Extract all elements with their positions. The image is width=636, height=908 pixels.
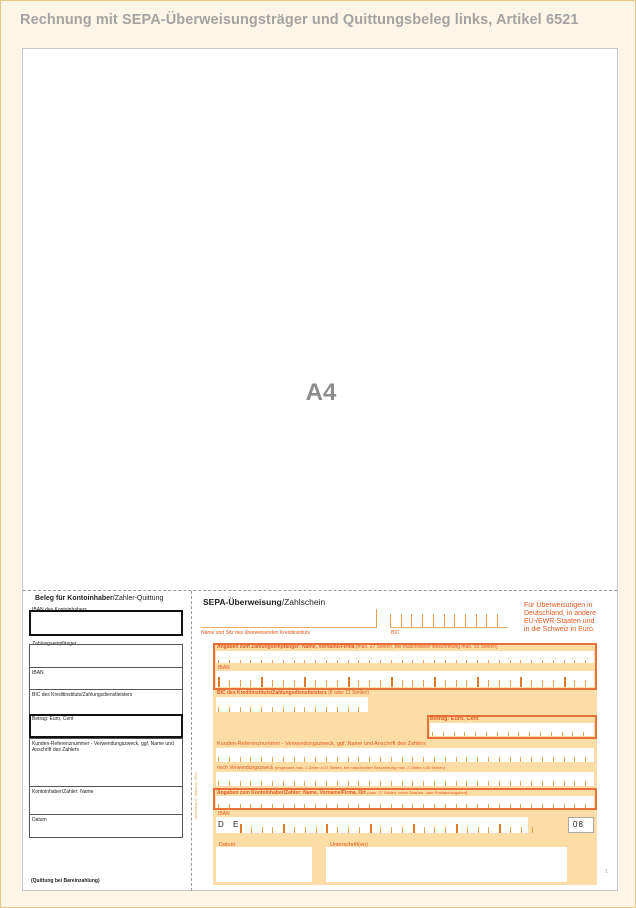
field-tick bbox=[466, 660, 467, 663]
field-tick bbox=[499, 824, 501, 833]
field-tick bbox=[358, 804, 359, 808]
field-tick bbox=[564, 804, 565, 808]
field-tick bbox=[326, 660, 327, 663]
field-tick bbox=[348, 677, 350, 687]
field-tick bbox=[476, 614, 477, 627]
field-tick bbox=[456, 660, 457, 663]
field-tick bbox=[542, 757, 543, 762]
field-tick bbox=[262, 827, 263, 833]
perforation-horizontal bbox=[23, 590, 617, 591]
field-tick bbox=[466, 781, 467, 786]
field-tick bbox=[562, 732, 563, 736]
field-tick bbox=[445, 781, 446, 786]
field-tick bbox=[348, 660, 349, 663]
field-tick bbox=[412, 781, 413, 786]
field-tick bbox=[520, 781, 521, 786]
field-tick bbox=[251, 827, 252, 833]
field-tick bbox=[240, 781, 241, 786]
field-tick bbox=[553, 757, 554, 762]
field-tick bbox=[542, 660, 543, 663]
field-tick bbox=[348, 757, 349, 762]
field-tick bbox=[510, 827, 511, 833]
field-tick bbox=[358, 781, 359, 786]
field-tick bbox=[564, 757, 565, 762]
field-tick bbox=[540, 732, 541, 736]
field-tick bbox=[218, 707, 219, 712]
field-tick bbox=[529, 732, 530, 736]
field-tick bbox=[390, 614, 391, 627]
code-value: 08 bbox=[573, 820, 584, 829]
field-tick bbox=[583, 732, 584, 736]
field-tick bbox=[477, 804, 478, 808]
field-tick bbox=[250, 680, 251, 687]
field-tick bbox=[542, 680, 543, 687]
field-tick bbox=[574, 660, 575, 663]
field-tick bbox=[391, 827, 392, 833]
field-tick bbox=[358, 660, 359, 663]
field-tick bbox=[402, 680, 403, 687]
field-tick bbox=[283, 707, 284, 712]
field-tick bbox=[477, 757, 478, 762]
field-tick bbox=[456, 804, 457, 808]
field-tick bbox=[572, 732, 573, 736]
page-mark: 1 bbox=[605, 869, 608, 875]
field-tick bbox=[348, 707, 349, 712]
field-tick bbox=[520, 757, 521, 762]
field-tick bbox=[240, 680, 241, 687]
field-tick bbox=[380, 781, 381, 786]
field-tick bbox=[497, 614, 498, 627]
field-tick bbox=[240, 660, 241, 663]
field-tick bbox=[218, 804, 219, 808]
field-tick bbox=[369, 781, 370, 786]
date-label: Datum bbox=[219, 842, 236, 848]
field-tick bbox=[412, 660, 413, 663]
receipt-iban-label: IBAN bbox=[32, 670, 44, 676]
field-tick bbox=[434, 677, 436, 687]
field-tick bbox=[412, 804, 413, 808]
vertical-note: Abbildung ist - Artikel Nr. 6521 bbox=[194, 772, 198, 819]
field-tick bbox=[391, 781, 392, 786]
field-tick bbox=[283, 781, 284, 786]
field-tick bbox=[283, 660, 284, 663]
bic-label: BIC bbox=[391, 630, 400, 636]
institute-field-marker bbox=[376, 609, 377, 627]
field-tick bbox=[553, 660, 554, 663]
field-tick bbox=[499, 680, 500, 687]
field-tick bbox=[520, 677, 522, 687]
field-tick bbox=[434, 804, 435, 808]
field-tick bbox=[261, 804, 262, 808]
field-tick bbox=[261, 757, 262, 762]
field-tick bbox=[294, 757, 295, 762]
field-tick bbox=[510, 680, 511, 687]
field-tick bbox=[456, 781, 457, 786]
receipt-title: Beleg für Kontoinhaber/Zahler-Quittung bbox=[35, 595, 164, 602]
field-tick bbox=[337, 707, 338, 712]
field-tick bbox=[240, 804, 241, 808]
field-tick bbox=[380, 827, 381, 833]
field-tick bbox=[240, 824, 242, 833]
institute-label: Name und Sitz des überweisenden Kreditinstituts bbox=[201, 630, 310, 636]
field-tick bbox=[250, 660, 251, 663]
iban-prefix-d: D bbox=[218, 820, 224, 829]
field-tick bbox=[585, 804, 586, 808]
receipt-owner-label: Kontoinhaber/Zahler: Name bbox=[32, 789, 94, 795]
field-tick bbox=[488, 757, 489, 762]
field-tick bbox=[391, 660, 392, 663]
field-tick bbox=[423, 680, 424, 687]
field-tick bbox=[304, 707, 305, 712]
field-tick bbox=[229, 804, 230, 808]
field-tick bbox=[465, 614, 466, 627]
payee-bic-label: BIC des Kreditinstituts/Zahlungsdienstleisters (8 oder 11 Stellen) bbox=[217, 690, 369, 696]
field-tick bbox=[359, 827, 360, 833]
field-tick bbox=[531, 757, 532, 762]
field-tick bbox=[510, 660, 511, 663]
field-tick bbox=[218, 660, 219, 663]
field-tick bbox=[564, 660, 565, 663]
field-tick bbox=[553, 781, 554, 786]
field-tick bbox=[380, 680, 381, 687]
field-tick bbox=[445, 827, 446, 833]
field-tick bbox=[466, 804, 467, 808]
receipt-amount-label: Betrag: Euro, Cent bbox=[32, 716, 74, 722]
field-tick bbox=[424, 827, 425, 833]
amount-label: Betrag: Euro, Cent bbox=[430, 716, 479, 722]
field-tick bbox=[434, 757, 435, 762]
field-tick bbox=[422, 614, 423, 627]
field-tick bbox=[518, 732, 519, 736]
field-tick bbox=[294, 660, 295, 663]
field-tick bbox=[304, 781, 305, 786]
field-tick bbox=[564, 781, 565, 786]
field-tick bbox=[240, 707, 241, 712]
field-tick bbox=[553, 680, 554, 687]
field-tick bbox=[520, 804, 521, 808]
field-tick bbox=[358, 757, 359, 762]
field-tick bbox=[433, 614, 434, 627]
payee-iban-label: IBAN bbox=[218, 665, 230, 671]
field-tick bbox=[304, 804, 305, 808]
field-tick bbox=[401, 614, 402, 627]
field-tick bbox=[294, 680, 295, 687]
field-tick bbox=[369, 804, 370, 808]
field-tick bbox=[402, 804, 403, 808]
field-tick bbox=[456, 824, 458, 833]
field-tick bbox=[348, 827, 349, 833]
sepa-title: SEPA-Überweisung/Zahlschein bbox=[203, 597, 326, 607]
field-tick bbox=[488, 804, 489, 808]
field-tick bbox=[272, 757, 273, 762]
sepa-notice: Für Überweisungen in Deutschland, in andere EU-/EWR-Staaten und in die Schweiz in Euro. bbox=[524, 602, 596, 633]
field-tick bbox=[229, 707, 230, 712]
field-tick bbox=[445, 660, 446, 663]
page-heading: Rechnung mit SEPA-Überweisungsträger und Quittungsbeleg links, Artikel 6521 bbox=[20, 12, 579, 28]
field-tick bbox=[521, 827, 522, 833]
field-tick bbox=[261, 660, 262, 663]
field-tick bbox=[499, 781, 500, 786]
field-tick bbox=[316, 827, 317, 833]
receipt-payee-label: Zahlungsempfänger bbox=[32, 641, 77, 647]
field-tick bbox=[445, 757, 446, 762]
signature-field[interactable] bbox=[326, 847, 567, 882]
field-tick bbox=[326, 824, 328, 833]
amount-field[interactable] bbox=[430, 723, 594, 736]
field-tick bbox=[369, 680, 370, 687]
field-tick bbox=[261, 707, 262, 712]
field-tick bbox=[369, 660, 370, 663]
field-tick bbox=[250, 804, 251, 808]
field-tick bbox=[369, 757, 370, 762]
field-tick bbox=[326, 757, 327, 762]
field-tick bbox=[380, 757, 381, 762]
receipt-divider bbox=[29, 689, 183, 690]
field-tick bbox=[218, 781, 219, 786]
field-tick bbox=[585, 680, 586, 687]
field-tick bbox=[337, 827, 338, 833]
field-tick bbox=[283, 804, 284, 808]
field-tick bbox=[434, 660, 435, 663]
receipt-divider bbox=[29, 667, 183, 668]
field-tick bbox=[510, 781, 511, 786]
field-tick bbox=[464, 732, 465, 736]
field-tick bbox=[315, 804, 316, 808]
a4-placeholder: A4 bbox=[305, 379, 337, 406]
field-tick bbox=[358, 680, 359, 687]
field-tick bbox=[294, 707, 295, 712]
field-tick bbox=[326, 680, 327, 687]
field-tick bbox=[499, 757, 500, 762]
field-tick bbox=[466, 757, 467, 762]
field-tick bbox=[411, 614, 412, 627]
field-tick bbox=[315, 660, 316, 663]
field-tick bbox=[358, 707, 359, 712]
payee-label: Angaben zum Zahlungsempfänger: Name, Vorname/Firma (max. 27 Stellen, bei maschineller Beschriftung max. 35 Stellen) bbox=[217, 644, 498, 650]
field-tick bbox=[413, 824, 415, 833]
field-tick bbox=[585, 757, 586, 762]
field-tick bbox=[574, 680, 575, 687]
field-tick bbox=[261, 677, 263, 687]
field-tick bbox=[466, 680, 467, 687]
iban-prefix-e: E bbox=[233, 820, 239, 829]
field-tick bbox=[531, 680, 532, 687]
field-tick bbox=[218, 677, 220, 687]
field-tick bbox=[434, 827, 435, 833]
field-tick bbox=[315, 757, 316, 762]
a4-paper-preview bbox=[22, 48, 618, 891]
field-tick bbox=[380, 804, 381, 808]
receipt-bic-label: BIC des Kreditinstituts/Zahlungsdienstleisters bbox=[32, 692, 133, 698]
field-tick bbox=[456, 757, 457, 762]
field-tick bbox=[551, 732, 552, 736]
field-tick bbox=[497, 732, 498, 736]
field-tick bbox=[315, 680, 316, 687]
field-tick bbox=[456, 680, 457, 687]
receipt-divider bbox=[29, 786, 183, 787]
field-tick bbox=[532, 827, 533, 833]
field-tick bbox=[250, 781, 251, 786]
receipt-reference-label: Kunden-Referenznummer - Verwendungszweck, ggf. Name und Anschrift des Zahlers bbox=[32, 741, 174, 753]
field-tick bbox=[531, 781, 532, 786]
field-tick bbox=[542, 781, 543, 786]
field-tick bbox=[477, 677, 479, 687]
field-tick bbox=[294, 804, 295, 808]
field-tick bbox=[585, 660, 586, 663]
field-tick bbox=[348, 804, 349, 808]
field-tick bbox=[488, 827, 489, 833]
field-tick bbox=[337, 781, 338, 786]
owner-iban-field[interactable] bbox=[216, 817, 528, 833]
purpose-label: noch Verwendungszweck (insgesamt max. 2 Zeilen à 27 Stellen, bei maschineller Beschriftung max. 2 Zeilen à 35 Stellen) bbox=[217, 765, 445, 771]
field-tick bbox=[531, 660, 532, 663]
receipt-iban-owner-field[interactable] bbox=[29, 610, 183, 636]
field-tick bbox=[283, 824, 285, 833]
field-tick bbox=[326, 804, 327, 808]
owner-iban-label: IBAN bbox=[218, 811, 230, 817]
field-tick bbox=[272, 781, 273, 786]
field-tick bbox=[488, 781, 489, 786]
field-tick bbox=[574, 804, 575, 808]
field-tick bbox=[272, 660, 273, 663]
field-tick bbox=[337, 680, 338, 687]
field-tick bbox=[272, 827, 273, 833]
field-tick bbox=[445, 680, 446, 687]
receipt-reference-box bbox=[29, 738, 183, 838]
field-tick bbox=[434, 781, 435, 786]
field-tick bbox=[488, 680, 489, 687]
field-tick bbox=[510, 804, 511, 808]
field-tick bbox=[499, 660, 500, 663]
field-tick bbox=[423, 660, 424, 663]
field-tick bbox=[402, 827, 403, 833]
field-tick bbox=[240, 757, 241, 762]
field-tick bbox=[272, 707, 273, 712]
field-tick bbox=[520, 660, 521, 663]
field-tick bbox=[477, 781, 478, 786]
field-tick bbox=[499, 804, 500, 808]
field-tick bbox=[380, 660, 381, 663]
field-tick bbox=[444, 614, 445, 627]
bic-field[interactable] bbox=[390, 612, 508, 628]
field-tick bbox=[478, 827, 479, 833]
field-tick bbox=[402, 757, 403, 762]
field-tick bbox=[412, 680, 413, 687]
field-tick bbox=[402, 781, 403, 786]
field-tick bbox=[370, 824, 372, 833]
field-tick bbox=[486, 732, 487, 736]
field-tick bbox=[250, 707, 251, 712]
field-tick bbox=[531, 804, 532, 808]
receipt-date-label: Datum bbox=[32, 817, 47, 823]
field-tick bbox=[475, 732, 476, 736]
owner-label: Angaben zum Kontoinhaber/Zahler: Name, Vorname/Firma, Ort (max. 27 Stellen, keine Straßen- oder Postfachangaben) bbox=[217, 790, 468, 796]
field-tick bbox=[229, 680, 230, 687]
field-tick bbox=[443, 732, 444, 736]
field-tick bbox=[542, 804, 543, 808]
field-tick bbox=[423, 757, 424, 762]
field-tick bbox=[326, 707, 327, 712]
receipt-divider bbox=[29, 814, 183, 815]
field-tick bbox=[391, 677, 393, 687]
field-tick bbox=[326, 781, 327, 786]
field-tick bbox=[229, 781, 230, 786]
signature-label: Unterschrift(en) bbox=[330, 842, 368, 848]
field-tick bbox=[423, 804, 424, 808]
field-tick bbox=[315, 707, 316, 712]
field-tick bbox=[574, 757, 575, 762]
field-tick bbox=[467, 827, 468, 833]
field-tick bbox=[229, 660, 230, 663]
field-tick bbox=[585, 781, 586, 786]
field-tick bbox=[432, 732, 433, 736]
field-tick bbox=[304, 757, 305, 762]
field-tick bbox=[315, 781, 316, 786]
field-tick bbox=[337, 660, 338, 663]
field-tick bbox=[304, 677, 306, 687]
date-field[interactable] bbox=[216, 847, 312, 882]
receipt-iban-owner-label: IBAN des Kontoinhabers bbox=[32, 607, 87, 613]
field-tick bbox=[454, 732, 455, 736]
reference-label: Kunden-Referenznummer - Verwendungszweck, ggf. Name und Anschrift des Zahlers bbox=[217, 741, 426, 747]
field-tick bbox=[294, 827, 295, 833]
field-tick bbox=[337, 804, 338, 808]
field-tick bbox=[250, 757, 251, 762]
field-tick bbox=[486, 614, 487, 627]
field-tick bbox=[272, 680, 273, 687]
field-tick bbox=[477, 660, 478, 663]
field-tick bbox=[283, 680, 284, 687]
field-tick bbox=[488, 660, 489, 663]
field-tick bbox=[412, 757, 413, 762]
field-tick bbox=[391, 804, 392, 808]
field-tick bbox=[304, 660, 305, 663]
field-tick bbox=[337, 757, 338, 762]
field-tick bbox=[391, 757, 392, 762]
field-tick bbox=[402, 660, 403, 663]
field-tick bbox=[423, 781, 424, 786]
field-tick bbox=[454, 614, 455, 627]
field-tick bbox=[283, 757, 284, 762]
field-tick bbox=[348, 781, 349, 786]
receipt-cash-note: (Quittung bei Bareinzahlung) bbox=[31, 878, 100, 884]
field-tick bbox=[305, 827, 306, 833]
field-tick bbox=[294, 781, 295, 786]
field-tick bbox=[261, 781, 262, 786]
field-tick bbox=[564, 677, 566, 687]
field-tick bbox=[229, 757, 230, 762]
perforation-vertical bbox=[191, 591, 192, 891]
field-tick bbox=[445, 804, 446, 808]
field-tick bbox=[508, 732, 509, 736]
field-tick bbox=[574, 781, 575, 786]
field-tick bbox=[218, 757, 219, 762]
field-tick bbox=[272, 804, 273, 808]
field-tick bbox=[553, 804, 554, 808]
institute-field-line[interactable] bbox=[201, 627, 377, 628]
field-tick bbox=[510, 757, 511, 762]
